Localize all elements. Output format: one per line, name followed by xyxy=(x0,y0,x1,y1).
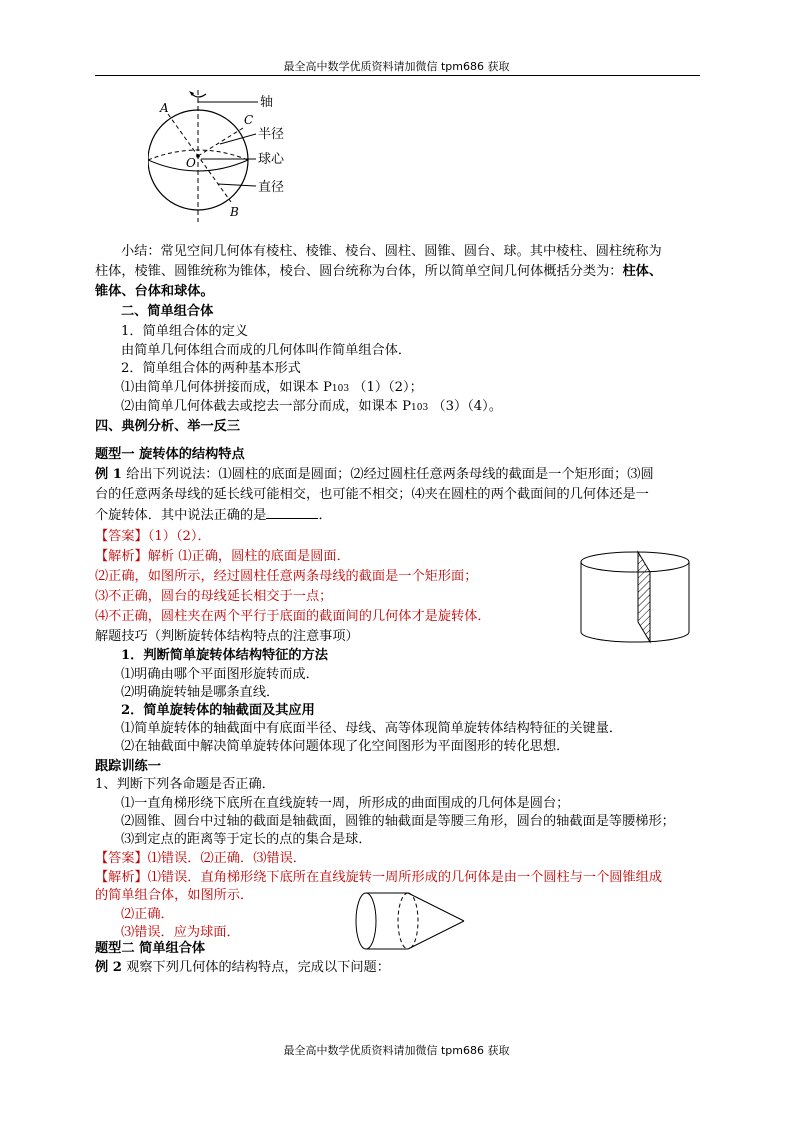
def-text: 由简单几何体组合而成的几何体叫作简单组合体． xyxy=(121,343,412,358)
practice-1-title: 跟踪训练一 xyxy=(95,759,161,774)
section-4-title: 四、典例分析、举一反三 xyxy=(95,419,241,434)
cylinder-cone-figure xyxy=(352,888,472,954)
answer-blank xyxy=(266,506,318,519)
section-2-title: 二、简单组合体 xyxy=(121,304,214,319)
page-header: 最全高中数学优质资料请加微信 tpm686 获取 xyxy=(283,60,510,73)
tip-2-b: ⑵在轴截面中解决简单旋转体问题体现了化空间图形为平面图形的转化思想． xyxy=(121,739,570,754)
label-c: C xyxy=(244,113,254,127)
form-2: ⑵由简单几何体截去或挖去一部分而成，如课本 P103 （3）（4）。 xyxy=(121,399,502,414)
cylinder-figure xyxy=(576,548,696,648)
practice-q2: ⑵圆锥、圆台中过轴的截面是轴截面，圆锥的轴截面是等腰三角形，圆台的轴截面是等腰梯形； xyxy=(121,814,675,829)
forms-title: 2．简单组合体的两种基本形式 xyxy=(121,361,301,376)
page-footer: 最全高中数学优质资料请加微信 tpm686 获取 xyxy=(283,1044,510,1057)
pointer-radius xyxy=(220,134,256,144)
label-radius: 半径 xyxy=(258,127,285,142)
analysis-1-line-2: ⑵正确，如图所示，经过圆柱任意两条母线的截面是一个矩形面； xyxy=(95,569,478,584)
topic-2-title: 题型二 简单组合体 xyxy=(95,941,206,956)
practice-analysis-3: ⑵正确． xyxy=(121,907,174,922)
topic-1-title: 题型一 旋转体的结构特点 xyxy=(95,447,245,462)
form-1: ⑴由简单几何体拼接而成，如课本 P103 （1）（2）； xyxy=(121,380,423,395)
practice-analysis-2: 的简单组合体，如图所示． xyxy=(95,888,254,903)
label-center: 球心 xyxy=(258,152,285,167)
tip-2-title: 2．简单旋转体的轴截面及其应用 xyxy=(121,703,315,718)
left-base xyxy=(356,893,376,949)
diameter-ab xyxy=(168,114,231,202)
pointer-diameter xyxy=(218,184,256,186)
practice-q1: ⑴一直角梯形绕下底所在直线旋转一周，所形成的曲面围成的几何体是圆台； xyxy=(121,796,570,811)
tip-2-a: ⑴简单旋转体的轴截面中有底面半径、母线、高等体现简单旋转体结构特征的关键量． xyxy=(121,721,623,736)
answer-1: 【答案】（1）（2）． xyxy=(95,529,211,544)
join-back xyxy=(398,893,408,949)
summary-line-2: 柱体，棱锥、圆锥统称为锥体，棱台、圆台统称为台体，所以简单空间几何体概括分类为：柱体、 xyxy=(95,264,663,279)
label-axis: 轴 xyxy=(260,95,274,110)
label-diameter: 直径 xyxy=(258,180,285,195)
summary-line-3: 锥体、台体和球体。 xyxy=(95,284,214,299)
label-a: A xyxy=(160,101,169,115)
header-rule xyxy=(95,75,700,76)
practice-analysis-4: ⑶错误．应为球面． xyxy=(121,925,240,940)
cylinder-top xyxy=(581,552,689,572)
tip-1-title: 1．判断简单旋转体结构特征的方法 xyxy=(121,648,328,663)
axial-section xyxy=(638,552,650,642)
tips-title: 解题技巧（判断旋转体结构特点的注意事项） xyxy=(95,629,359,644)
sphere-figure xyxy=(148,84,308,224)
summary-line-1: 小结：常见空间几何体有棱柱、棱锥、棱台、圆柱、圆锥、圆台、球。其中棱柱、圆柱统称为 xyxy=(121,244,662,259)
tip-1-b: ⑵明确旋转轴是哪条直线． xyxy=(121,685,280,700)
rotation-arrow xyxy=(192,94,206,97)
example-1-line-2: 台的任意两条母线的延长线可能相交，也可能不相交；⑷夹在圆柱的两个截面间的几何体还是一 xyxy=(95,487,649,502)
analysis-1-line-4: ⑷不正确，圆柱夹在两个平行于底面的截面间的几何体才是旋转体． xyxy=(95,609,491,624)
join-front xyxy=(408,893,418,949)
cylinder-bottom-front xyxy=(581,632,689,642)
label-o: O xyxy=(186,156,196,170)
def-title: 1．简单组合体的定义 xyxy=(121,324,249,339)
practice-answer: 【答案】⑴错误．⑵正确．⑶错误． xyxy=(95,851,306,866)
analysis-1-line-3: ⑶不正确，圆台的母线延长相交于一点； xyxy=(95,589,333,604)
practice-analysis-1: 【解析】⑴错误．直角梯形绕下底所在直线旋转一周所形成的几何体是由一个圆柱与一个圆锥组成 xyxy=(95,870,663,885)
practice-q3: ⑶到定点的距离等于定长的点的集合是球． xyxy=(121,832,372,847)
example-1-line-1: 例 1 给出下列说法：⑴圆柱的底面是圆面；⑵经过圆柱任意两条母线的截面是一个矩形面；⑶圆 xyxy=(95,467,654,482)
practice-question: 1、判断下列各命题是否正确． xyxy=(95,777,275,792)
example-1-line-3: 个旋转体．其中说法正确的是 ． xyxy=(95,508,332,523)
analysis-1-line-1: 【解析】解析 ⑴正确，圆柱的底面是圆面． xyxy=(95,549,350,564)
example-2: 例 2 观察下列几何体的结构特点，完成以下问题： xyxy=(95,960,390,975)
tip-1-a: ⑴明确由哪个平面图形旋转而成． xyxy=(121,667,319,682)
label-b: B xyxy=(230,205,239,219)
